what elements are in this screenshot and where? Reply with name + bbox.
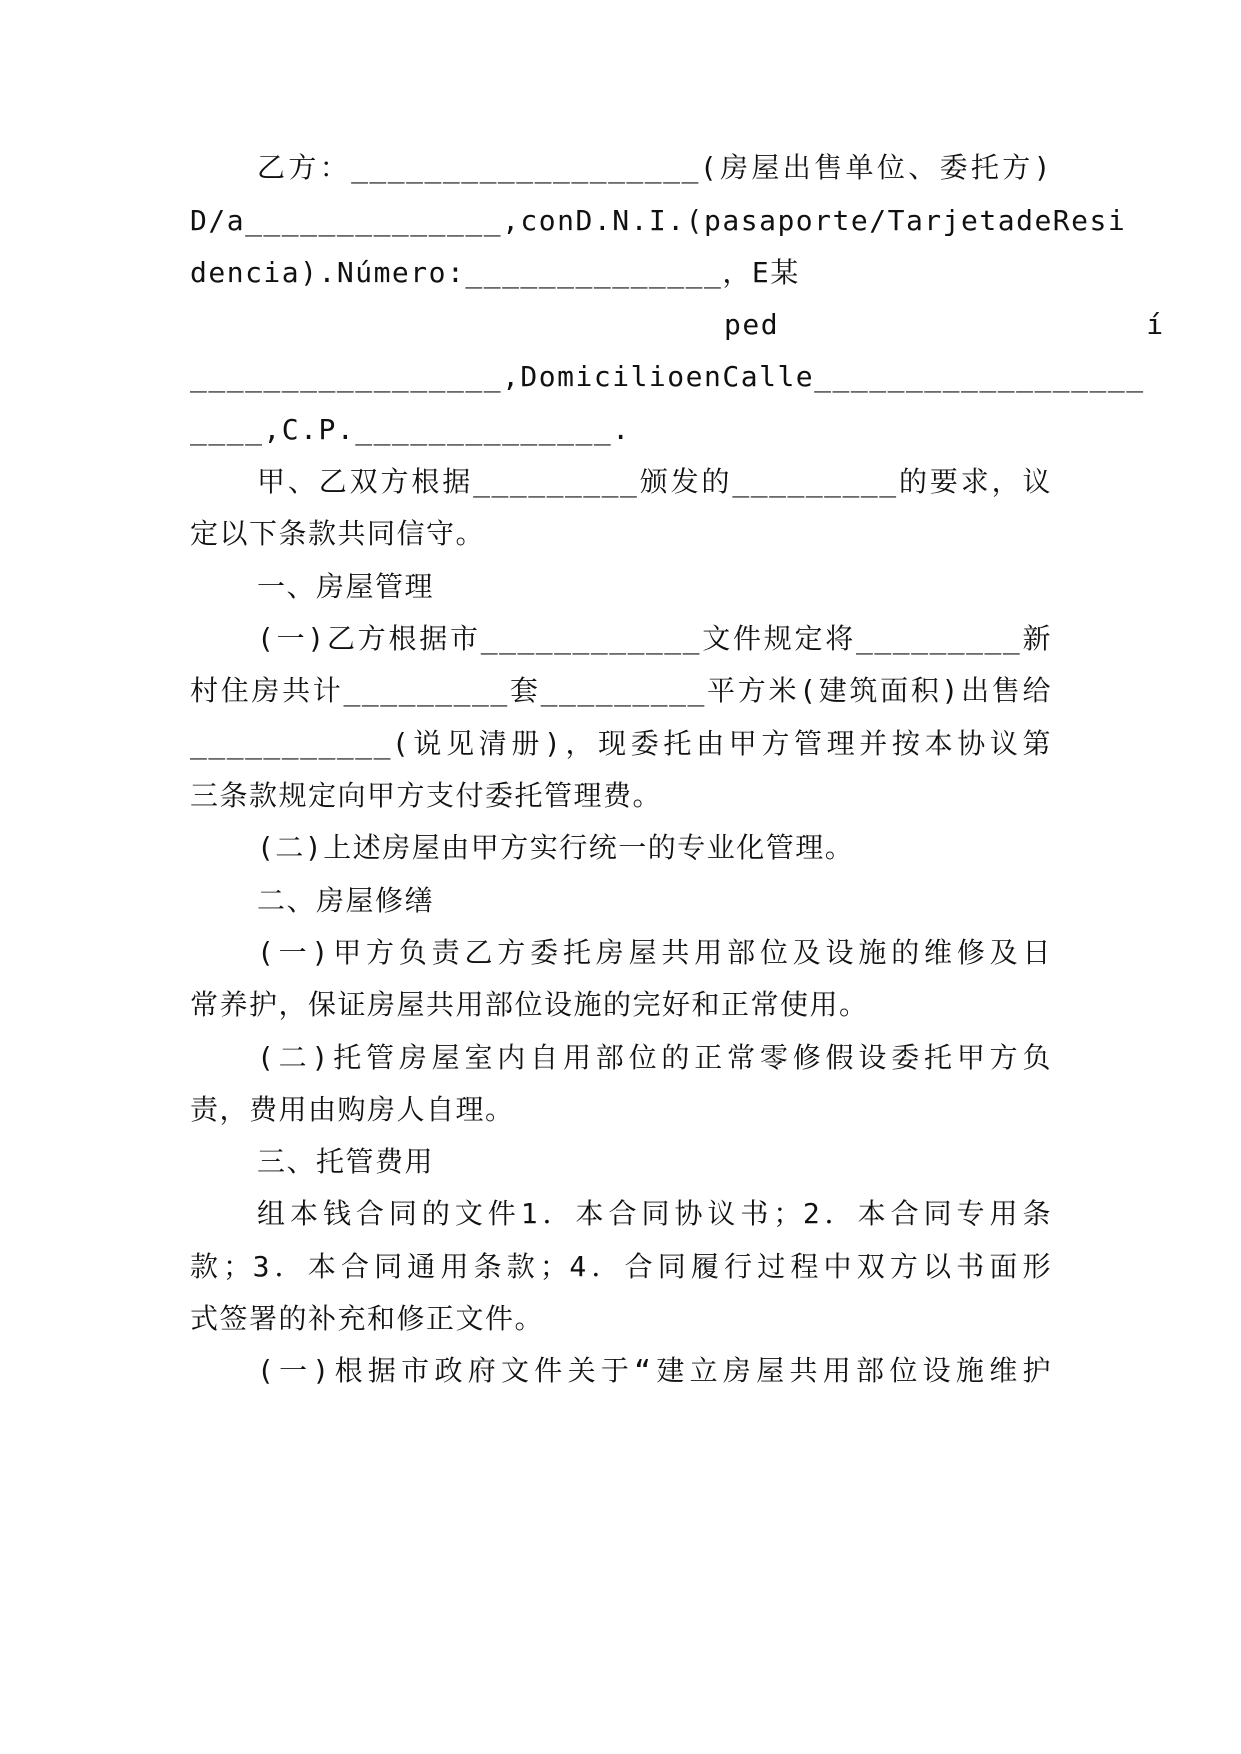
paragraph-line: 甲、乙双方根据_________颁发的_________的要求，议 <box>257 465 1052 498</box>
section-heading: 三、托管费用 <box>257 1145 435 1178</box>
party-b-line: 乙方：___________________(房屋出售单位、委托方) <box>257 151 1052 184</box>
clause-line: (一)乙方根据市____________文件规定将_________新 <box>257 622 1052 655</box>
clause-line: 组本钱合同的文件1．本合同协议书；2．本合同专用条 <box>257 1197 1052 1230</box>
clause-line: (一)根据市政府文件关于“建立房屋共用部位设施维护 <box>257 1354 1052 1387</box>
clause-line: 责，费用由购房人自理。 <box>190 1093 515 1126</box>
text-line: ____,C.P.______________. <box>190 413 631 446</box>
section-heading: 二、房屋修缮 <box>257 884 435 917</box>
clause-line: 常养护，保证房屋共用部位设施的完好和正常使用。 <box>190 988 869 1021</box>
clause-line: (二)托管房屋室内自用部位的正常零修假设委托甲方负 <box>257 1041 1052 1074</box>
text-line: D/a______________,conD.N.I.(pasaporte/TarjetadeResi <box>190 204 1127 237</box>
text-line: ped í <box>724 308 1165 341</box>
section-heading: 一、房屋管理 <box>257 570 435 603</box>
clause-line: 式签署的补充和修正文件。 <box>190 1302 545 1335</box>
clause-line: 三条款规定向甲方支付委托管理费。 <box>190 779 663 812</box>
text-line: dencia).Número:______________，E某 <box>190 256 800 289</box>
text-line: _________________,DomicilioenCalle__________________ <box>190 360 1145 393</box>
clause-line: 款；3．本合同通用条款；4．合同履行过程中双方以书面形 <box>190 1250 1052 1283</box>
paragraph-line: 定以下条款共同信守。 <box>190 517 486 550</box>
clause-line: (一)甲方负责乙方委托房屋共用部位及设施的维修及日 <box>257 936 1052 969</box>
clause-line: (二)上述房屋由甲方实行统一的专业化管理。 <box>257 831 855 864</box>
clause-line: ___________(说见清册)，现委托由甲方管理并按本协议第 <box>190 727 1052 760</box>
clause-line: 村住房共计_________套_________平方米(建筑面积)出售给 <box>190 674 1052 707</box>
